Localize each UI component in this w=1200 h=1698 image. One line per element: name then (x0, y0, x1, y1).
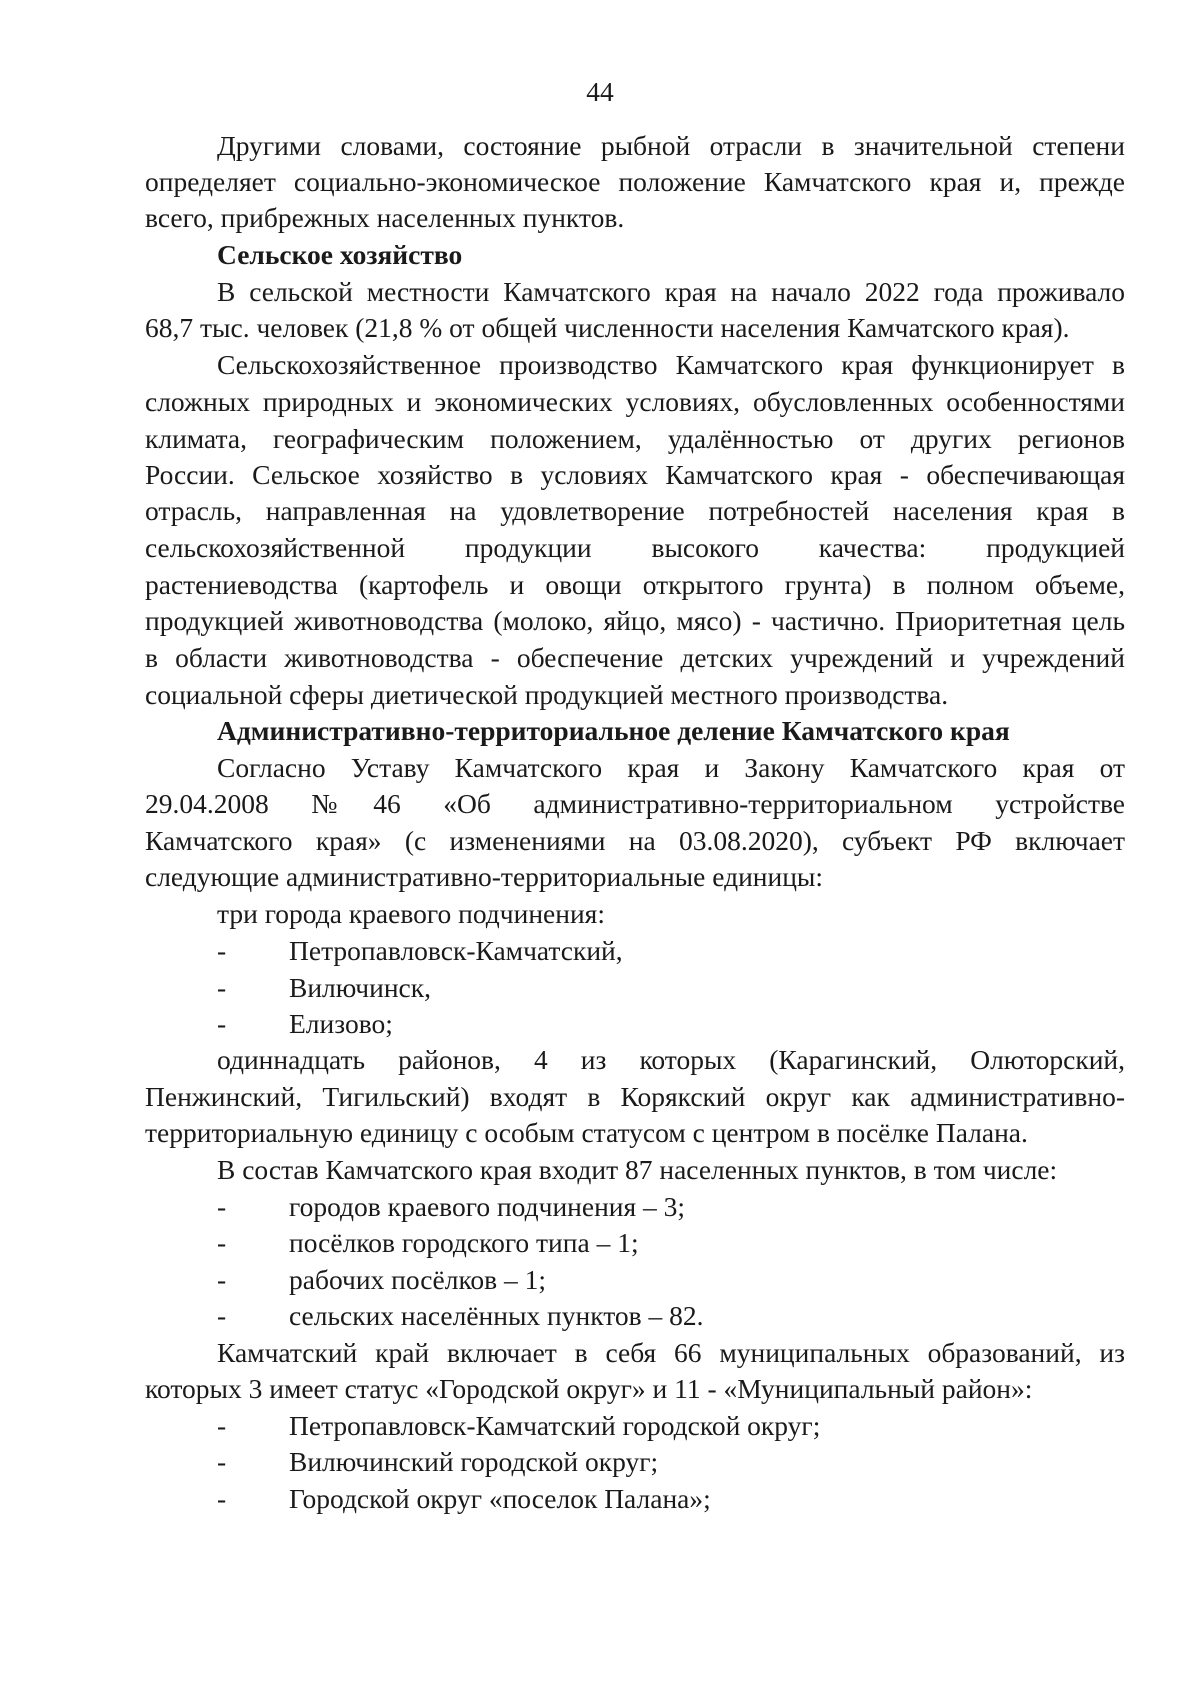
paragraph-line: три города краевого подчинения: (217, 898, 605, 929)
paragraph-line: В состав Камчатского края входит 87 населенных пунктов, в том числе: (217, 1154, 1058, 1185)
bullet-dash: - (217, 1446, 227, 1477)
paragraph-line: сельскохозяйственной продукции высокого качества: продукцией (145, 532, 1125, 563)
bullet-dash: - (217, 1300, 227, 1331)
paragraph-line: всего, прибрежных населенных пунктов. (145, 202, 625, 233)
bullet-dash: - (217, 1483, 227, 1514)
paragraph-line: 68,7 тыс. человек (21,8 % от общей численности населения Камчатского края). (145, 312, 1070, 343)
paragraph-line: Сельскохозяйственное производство Камчатского края функционирует в (217, 349, 1125, 380)
page-number: 44 (586, 76, 614, 107)
paragraph-line: климата, географическим положением, удалённостью от других регионов (145, 423, 1125, 454)
paragraph-line: территориальную единицу с особым статусом с центром в посёлке Палана. (145, 1117, 1028, 1148)
paragraph-line: Камчатского края» (с изменениями на 03.08.2020), субъект РФ включает (145, 825, 1125, 856)
paragraph-line: следующие административно-территориальные единицы: (145, 861, 824, 892)
paragraph-line: в области животноводства - обеспечение детских учреждений и учреждений (145, 642, 1125, 673)
list-item: Вилючинск, (289, 972, 431, 1003)
list-item: городов краевого подчинения – 3; (289, 1191, 686, 1222)
bullet-dash: - (217, 1191, 227, 1222)
paragraph-line: 29.04.2008 №46 «Об административно-территориальном устройстве (145, 788, 1125, 819)
section-heading-agriculture: Сельское хозяйство (217, 239, 463, 270)
section-heading-admin-division: Административно-территориальное деление Камчатского края (217, 715, 1010, 746)
paragraph-line: продукцией животноводства (молоко, яйцо, мясо) - частично. Приоритетная цель (145, 605, 1125, 636)
paragraph-line: В сельской местности Камчатского края на начало 2022 года проживало (217, 276, 1125, 307)
bullet-dash: - (217, 1008, 227, 1039)
bullet-dash: - (217, 1264, 227, 1295)
paragraph-line: Другими словами, состояние рыбной отрасли в значительной степени (217, 130, 1125, 161)
paragraph-line: растениеводства (картофель и овощи открытого грунта) в полном объеме, (145, 569, 1125, 600)
paragraph-line: которых 3 имеет статус «Городской округ» и 11 - «Муниципальный район»: (145, 1373, 1033, 1404)
bullet-dash: - (217, 1410, 227, 1441)
list-item: сельских населённых пунктов – 82. (289, 1300, 704, 1331)
paragraph-line: определяет социально-экономическое положение Камчатского края и, прежде (145, 166, 1125, 197)
list-item: рабочих посёлков – 1; (289, 1264, 547, 1295)
list-item: посёлков городского типа – 1; (289, 1227, 639, 1258)
bullet-dash: - (217, 1227, 227, 1258)
paragraph-line: Камчатский край включает в себя 66 муниципальных образований, из (217, 1337, 1125, 1368)
paragraph-line: отрасль, направленная на удовлетворение потребностей населения края в (145, 495, 1125, 526)
paragraph-line: социальной сферы диетической продукцией местного производства. (145, 679, 949, 710)
paragraph-line: России. Сельское хозяйство в условиях Камчатского края - обеспечивающая (145, 459, 1125, 490)
bullet-dash: - (217, 972, 227, 1003)
paragraph-line: Согласно Уставу Камчатского края и Закону Камчатского края от (217, 752, 1125, 783)
bullet-dash: - (217, 935, 227, 966)
list-item: Городской округ «поселок Палана»; (289, 1483, 711, 1514)
list-item: Вилючинский городской округ; (289, 1446, 659, 1477)
list-item: Елизово; (289, 1008, 393, 1039)
paragraph-line: одиннадцать районов, 4 из которых (Карагинский, Олюторский, (217, 1044, 1125, 1075)
paragraph-line: Пенжинский, Тигильский) входят в Корякский округ как административно- (145, 1081, 1125, 1112)
list-item: Петропавловск-Камчатский, (289, 935, 623, 966)
list-item: Петропавловск-Камчатский городской округ; (289, 1410, 821, 1441)
paragraph-line: сложных природных и экономических условиях, обусловленных особенностями (145, 386, 1125, 417)
